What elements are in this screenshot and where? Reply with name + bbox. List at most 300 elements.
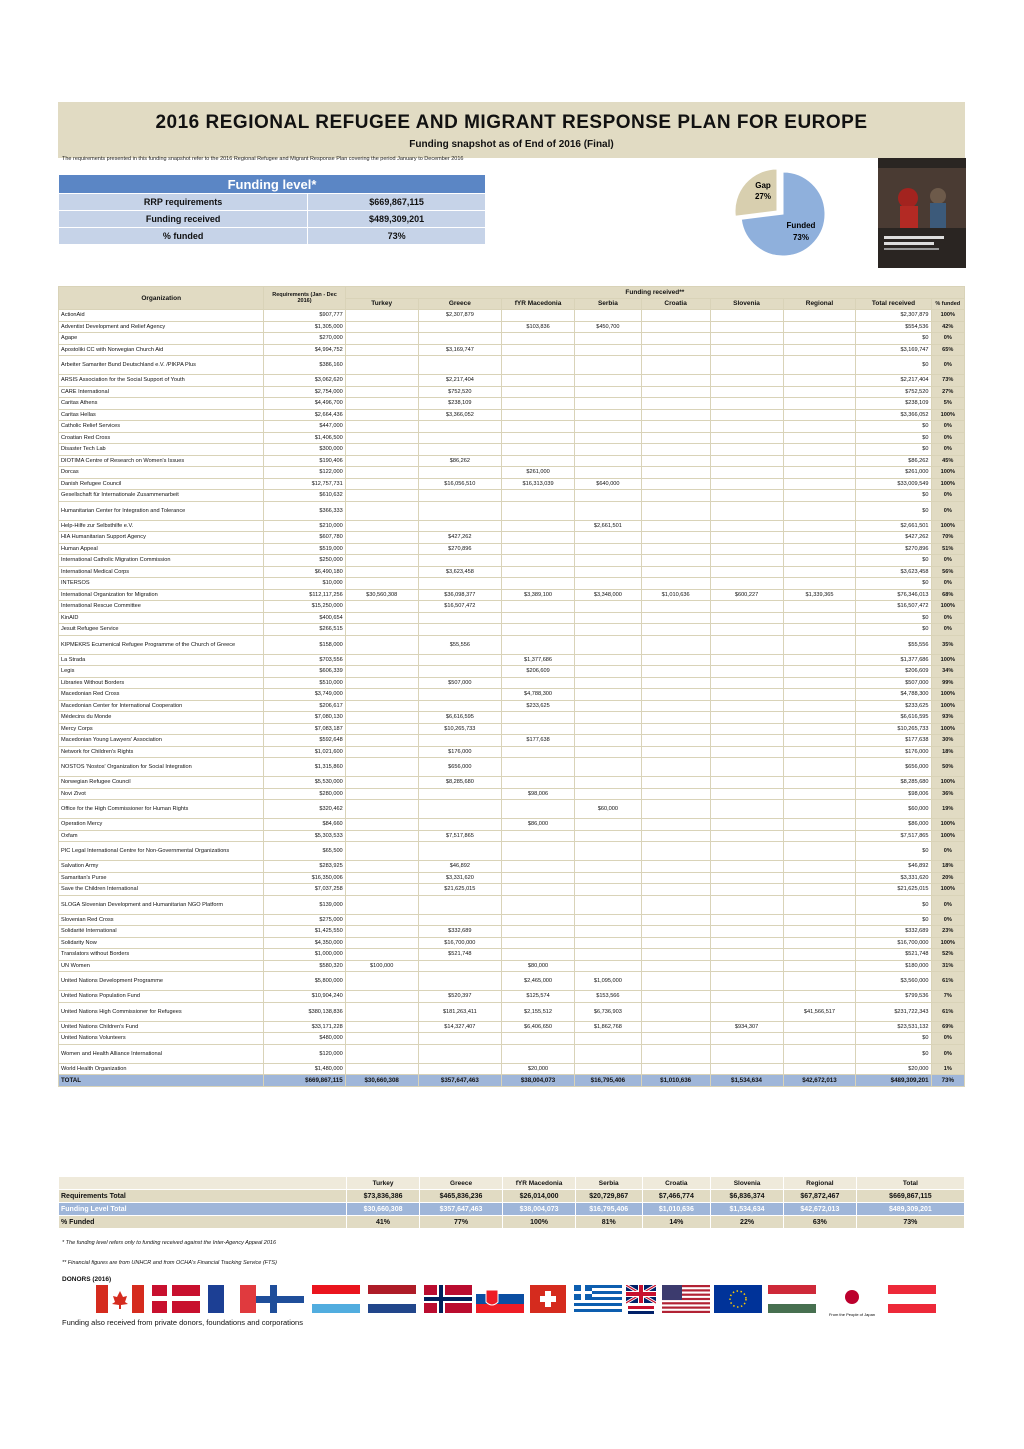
total-received-cell: $332,689	[856, 926, 931, 938]
funding-cell	[710, 543, 783, 555]
summary-country-header: Total	[856, 1177, 964, 1190]
funding-cell	[641, 635, 710, 654]
funding-cell	[345, 872, 418, 884]
funding-cell	[418, 501, 501, 520]
table-row	[59, 612, 965, 624]
funding-cell	[710, 949, 783, 961]
organization-cell: INTERSOS	[59, 578, 264, 590]
percent-funded-cell: 73%	[931, 375, 964, 387]
percent-funded-cell: 1%	[931, 1063, 964, 1075]
funding-cell	[345, 1021, 418, 1033]
requirements-cell: $907,777	[264, 310, 345, 322]
funding-cell	[710, 1044, 783, 1063]
funding-table	[58, 286, 965, 1087]
table-row	[59, 478, 965, 490]
summary-value-cell: $73,836,386	[347, 1190, 420, 1203]
funding-cell: $86,000	[502, 819, 575, 831]
summary-value-cell: $38,004,073	[503, 1203, 576, 1216]
percent-funded-cell: 0%	[931, 421, 964, 433]
funding-cell	[783, 723, 856, 735]
funding-cell	[345, 654, 418, 666]
funding-cell	[502, 895, 575, 914]
table-row	[59, 689, 965, 701]
funding-cell	[710, 758, 783, 777]
organization-cell: Help-Hilfe zur Selbsthilfe e.V.	[59, 520, 264, 532]
funding-cell	[418, 735, 501, 747]
donors-label: DONORS (2016)	[62, 1276, 112, 1283]
percent-funded-cell: 50%	[931, 758, 964, 777]
percent-funded-cell: 0%	[931, 555, 964, 567]
funding-cell	[783, 677, 856, 689]
total-received-cell: $1,377,686	[856, 654, 931, 666]
funding-cell	[345, 689, 418, 701]
funding-cell	[575, 723, 642, 735]
requirements-cell: $210,000	[264, 520, 345, 532]
summary-value-cell: $67,872,467	[783, 1190, 856, 1203]
funding-cell	[783, 712, 856, 724]
requirements-cell: $1,000,000	[264, 949, 345, 961]
funding-cell	[345, 723, 418, 735]
pie-funded-label: Funded	[786, 221, 816, 230]
funding-cell	[641, 478, 710, 490]
funding-cell	[418, 321, 501, 333]
total-received-cell: $0	[856, 501, 931, 520]
table-row	[59, 1044, 965, 1063]
percent-funded-cell: 100%	[931, 478, 964, 490]
summary-value-cell: $42,672,013	[783, 1203, 856, 1216]
funding-cell	[783, 758, 856, 777]
percent-funded-cell: 100%	[931, 777, 964, 789]
table-row	[59, 1063, 965, 1075]
summary-value-cell: $7,466,774	[642, 1190, 711, 1203]
funding-cell	[641, 960, 710, 972]
requirements-cell: $300,000	[264, 444, 345, 456]
funding-cell	[783, 356, 856, 375]
total-received-cell: $507,000	[856, 677, 931, 689]
organization-cell: Novi Zivot	[59, 788, 264, 800]
requirements-cell: $1,406,500	[264, 432, 345, 444]
summary-value-cell: 14%	[642, 1216, 711, 1229]
funding-cell	[345, 386, 418, 398]
funding-cell	[345, 520, 418, 532]
percent-funded-cell: 23%	[931, 926, 964, 938]
requirements-cell: $5,800,000	[264, 972, 345, 991]
funding-cell	[783, 490, 856, 502]
funding-received-label: Funding received	[59, 211, 308, 228]
funding-cell	[575, 949, 642, 961]
funding-cell	[783, 375, 856, 387]
funding-cell	[575, 960, 642, 972]
funding-cell	[783, 991, 856, 1003]
organization-cell: Women and Health Alliance International	[59, 1044, 264, 1063]
funding-cell	[783, 386, 856, 398]
funding-cell	[641, 1044, 710, 1063]
organization-cell: La Strada	[59, 654, 264, 666]
funding-cell	[575, 467, 642, 479]
funding-cell: $3,169,747	[418, 344, 501, 356]
funding-cell	[345, 432, 418, 444]
funding-cell: $450,700	[575, 321, 642, 333]
percent-funded-cell: 93%	[931, 712, 964, 724]
total-funding-cell: $42,672,013	[783, 1075, 856, 1087]
funding-cell	[641, 800, 710, 819]
requirements-cell: $139,000	[264, 895, 345, 914]
requirements-cell: $366,333	[264, 501, 345, 520]
funding-cell	[345, 635, 418, 654]
funding-cell	[641, 788, 710, 800]
percent-funded-cell: 0%	[931, 444, 964, 456]
intro-note: The requirements presented in this funding snapshot refer to the 2016 Regional Refugee and Migrant Response Plan covering the period January to December 2016	[62, 156, 464, 162]
funding-cell	[710, 972, 783, 991]
percent-funded-cell: 51%	[931, 543, 964, 555]
funding-cell	[345, 700, 418, 712]
funding-cell	[641, 444, 710, 456]
funding-cell: $125,574	[502, 991, 575, 1003]
percent-funded-cell: 100%	[931, 409, 964, 421]
funding-cell	[575, 712, 642, 724]
funding-cell	[575, 344, 642, 356]
requirements-cell: $380,138,836	[264, 1002, 345, 1021]
funding-cell	[575, 700, 642, 712]
funding-cell	[710, 310, 783, 322]
summary-value-cell: $30,660,308	[347, 1203, 420, 1216]
funding-cell	[575, 819, 642, 831]
funding-cell	[783, 467, 856, 479]
funding-cell	[502, 800, 575, 819]
funding-cell	[418, 689, 501, 701]
percent-funded-cell: 65%	[931, 344, 964, 356]
table-row	[59, 800, 965, 819]
requirements-cell: $275,000	[264, 914, 345, 926]
funding-cell	[710, 872, 783, 884]
funding-cell	[783, 344, 856, 356]
table-row	[59, 884, 965, 896]
table-row	[59, 1002, 965, 1021]
percent-funded-cell: 7%	[931, 991, 964, 1003]
flag-norway-icon	[424, 1285, 472, 1313]
funding-cell	[575, 421, 642, 433]
requirements-cell: $4,496,700	[264, 398, 345, 410]
funding-cell	[710, 555, 783, 567]
funding-cell	[783, 960, 856, 972]
organization-cell: Adventist Development and Relief Agency	[59, 321, 264, 333]
private-donors-note: Funding also received from private donors, foundations and corporations	[62, 1318, 303, 1327]
funding-cell	[345, 861, 418, 873]
table-row	[59, 409, 965, 421]
funding-cell: $60,000	[575, 800, 642, 819]
total-received-cell: $177,638	[856, 735, 931, 747]
total-received-cell: $206,609	[856, 666, 931, 678]
table-row	[59, 398, 965, 410]
table-row	[59, 991, 965, 1003]
funding-cell	[345, 666, 418, 678]
funding-cell	[783, 1063, 856, 1075]
funding-cell	[575, 543, 642, 555]
percent-funded-cell: 27%	[931, 386, 964, 398]
requirements-cell: $4,994,752	[264, 344, 345, 356]
percent-funded-cell: 0%	[931, 914, 964, 926]
requirements-cell: $1,480,000	[264, 1063, 345, 1075]
funding-cell	[641, 1021, 710, 1033]
requirements-cell: $606,339	[264, 666, 345, 678]
table-row	[59, 842, 965, 861]
funding-cell	[710, 478, 783, 490]
funding-cell	[502, 555, 575, 567]
organization-cell: Network for Children's Rights	[59, 746, 264, 758]
percent-funded-cell: 99%	[931, 677, 964, 689]
requirements-cell: $592,648	[264, 735, 345, 747]
funding-cell: $55,556	[418, 635, 501, 654]
funding-cell	[783, 746, 856, 758]
funding-cell	[641, 819, 710, 831]
japan-aid-caption: From the People of Japan	[828, 1312, 876, 1317]
funding-cell	[783, 501, 856, 520]
funding-level-box	[58, 174, 486, 245]
total-funding-cell: $30,660,308	[345, 1075, 418, 1087]
organization-cell: Oxfam	[59, 830, 264, 842]
requirements-cell: $270,000	[264, 333, 345, 345]
funding-cell: $1,862,768	[575, 1021, 642, 1033]
summary-value-cell: 100%	[503, 1216, 576, 1229]
funding-cell	[502, 543, 575, 555]
pie-gap-pct: 27%	[754, 192, 772, 201]
total-funding-cell: $357,647,463	[418, 1075, 501, 1087]
funding-cell	[345, 972, 418, 991]
funding-cell	[641, 624, 710, 636]
summary-country-header: Serbia	[575, 1177, 642, 1190]
percent-funded-cell: 18%	[931, 746, 964, 758]
funding-cell	[710, 666, 783, 678]
funding-cell: $640,000	[575, 478, 642, 490]
total-received-cell: $0	[856, 895, 931, 914]
funding-cell	[575, 777, 642, 789]
organization-cell: United Nations Children's Fund	[59, 1021, 264, 1033]
percent-funded-cell: 0%	[931, 333, 964, 345]
organization-cell: United Nations High Commissioner for Refugees	[59, 1002, 264, 1021]
funding-cell	[783, 830, 856, 842]
summary-header-row	[59, 1177, 965, 1190]
total-label-cell: TOTAL	[59, 1075, 264, 1087]
table-row	[59, 895, 965, 914]
requirements-cell: $266,515	[264, 624, 345, 636]
organization-cell: International Rescue Committee	[59, 601, 264, 613]
funding-level-header: Funding level*	[59, 175, 486, 194]
funding-cell	[641, 321, 710, 333]
funding-cell	[783, 532, 856, 544]
pie-gap-label: Gap	[755, 181, 771, 190]
rrp-requirements-label: RRP requirements	[59, 194, 308, 211]
funding-cell: $1,377,686	[502, 654, 575, 666]
summary-value-cell: $489,309,201	[856, 1203, 964, 1216]
funding-cell	[345, 788, 418, 800]
table-row	[59, 344, 965, 356]
summary-country-header: fYR Macedonia	[503, 1177, 576, 1190]
funding-cell	[641, 333, 710, 345]
percent-funded-cell: 100%	[931, 601, 964, 613]
funding-cell	[345, 455, 418, 467]
flag-greece-icon	[574, 1285, 622, 1313]
funding-cell: $2,661,501	[575, 520, 642, 532]
summary-country-header: Regional	[783, 1177, 856, 1190]
funding-cell	[345, 467, 418, 479]
table-row	[59, 1021, 965, 1033]
total-received-cell: $3,623,458	[856, 566, 931, 578]
funding-cell: $3,366,052	[418, 409, 501, 421]
organization-cell: Mercy Corps	[59, 723, 264, 735]
funding-cell	[575, 746, 642, 758]
requirements-cell: $12,757,731	[264, 478, 345, 490]
funding-cell	[345, 578, 418, 590]
funding-cell: $2,307,879	[418, 310, 501, 322]
funding-cell	[345, 842, 418, 861]
funding-cell	[710, 601, 783, 613]
funding-cell	[418, 895, 501, 914]
total-received-cell: $7,517,865	[856, 830, 931, 842]
requirements-cell: $1,021,600	[264, 746, 345, 758]
funding-cell	[783, 432, 856, 444]
funding-cell	[575, 310, 642, 322]
funding-cell: $21,625,015	[418, 884, 501, 896]
total-received-cell: $2,217,404	[856, 375, 931, 387]
funding-cell	[710, 501, 783, 520]
percent-funded-cell: 45%	[931, 455, 964, 467]
funding-cell	[783, 1021, 856, 1033]
funding-cell	[641, 723, 710, 735]
percent-funded-cell: 36%	[931, 788, 964, 800]
percent-funded-cell: 30%	[931, 735, 964, 747]
funding-cell	[710, 344, 783, 356]
total-received-cell: $261,000	[856, 467, 931, 479]
summary-value-cell: $1,010,636	[642, 1203, 711, 1216]
total-received-cell: $752,520	[856, 386, 931, 398]
funding-cell	[710, 409, 783, 421]
table-row	[59, 972, 965, 991]
organization-cell: International Catholic Migration Commission	[59, 555, 264, 567]
requirements-cell: $84,660	[264, 819, 345, 831]
organization-cell: Danish Refugee Council	[59, 478, 264, 490]
summary-row-label: % Funded	[59, 1216, 347, 1229]
percent-funded-cell: 0%	[931, 578, 964, 590]
total-received-cell: $0	[856, 421, 931, 433]
total-received-cell: $6,616,595	[856, 712, 931, 724]
funding-cell	[345, 937, 418, 949]
total-funding-cell: $38,004,073	[502, 1075, 575, 1087]
summary-table	[58, 1176, 965, 1229]
funding-cell	[783, 949, 856, 961]
percent-funded-cell: 35%	[931, 635, 964, 654]
organization-cell: Libraries Without Borders	[59, 677, 264, 689]
percent-funded-cell: 56%	[931, 566, 964, 578]
funding-cell	[502, 375, 575, 387]
funding-cell	[418, 624, 501, 636]
table-row	[59, 532, 965, 544]
table-row	[59, 520, 965, 532]
funding-cell	[575, 1033, 642, 1045]
total-received-cell: $270,896	[856, 543, 931, 555]
funding-cell	[641, 926, 710, 938]
funding-cell	[783, 520, 856, 532]
organization-cell: ActionAid	[59, 310, 264, 322]
funding-cell	[345, 758, 418, 777]
flag-slovakia-icon	[476, 1285, 524, 1313]
requirements-cell: $6,490,180	[264, 566, 345, 578]
funding-cell	[418, 555, 501, 567]
funding-cell	[418, 520, 501, 532]
funding-cell	[502, 333, 575, 345]
funding-cell	[710, 689, 783, 701]
funding-cell	[345, 819, 418, 831]
funding-cell	[783, 1033, 856, 1045]
report-cover-image	[878, 158, 966, 268]
funding-cell	[345, 478, 418, 490]
requirements-cell: $3,749,000	[264, 689, 345, 701]
funding-cell	[641, 612, 710, 624]
funding-cell	[575, 861, 642, 873]
requirements-cell: $10,000	[264, 578, 345, 590]
funding-cell	[641, 991, 710, 1003]
requirements-cell: $2,664,436	[264, 409, 345, 421]
funding-cell	[710, 520, 783, 532]
funding-cell	[783, 421, 856, 433]
total-funding-cell: $1,534,634	[710, 1075, 783, 1087]
funding-cell	[575, 635, 642, 654]
total-received-cell: $3,560,000	[856, 972, 931, 991]
funding-cell	[345, 949, 418, 961]
flag-hungary-icon	[768, 1285, 816, 1313]
percent-funded-cell: 61%	[931, 1002, 964, 1021]
col-header-turkey: Turkey	[345, 298, 418, 310]
total-received-cell: $2,307,879	[856, 310, 931, 322]
funding-cell	[641, 895, 710, 914]
funding-cell	[502, 635, 575, 654]
funding-cell	[345, 1063, 418, 1075]
funding-cell	[575, 654, 642, 666]
total-received-cell: $0	[856, 624, 931, 636]
percent-funded-cell: 0%	[931, 612, 964, 624]
funding-cell: $16,313,039	[502, 478, 575, 490]
percent-funded-cell: 31%	[931, 960, 964, 972]
total-received-cell: $3,366,052	[856, 409, 931, 421]
requirements-cell: $15,250,000	[264, 601, 345, 613]
requirements-cell: $1,305,000	[264, 321, 345, 333]
funding-cell	[710, 624, 783, 636]
organization-cell: Macedonian Young Lawyers' Association	[59, 735, 264, 747]
funding-cell	[783, 872, 856, 884]
funding-cell: $600,227	[710, 589, 783, 601]
funding-cell	[783, 333, 856, 345]
funding-cell	[710, 321, 783, 333]
funding-cell	[575, 758, 642, 777]
funding-cell	[502, 746, 575, 758]
funding-cell	[502, 310, 575, 322]
funding-cell	[575, 356, 642, 375]
funding-cell	[418, 914, 501, 926]
percent-funded-cell: 0%	[931, 356, 964, 375]
funding-cell	[575, 333, 642, 345]
funding-cell	[418, 467, 501, 479]
funding-cell	[783, 842, 856, 861]
funding-cell	[418, 578, 501, 590]
funding-cell	[418, 1063, 501, 1075]
percent-funded-cell: 100%	[931, 654, 964, 666]
funding-cell	[345, 624, 418, 636]
funding-cell: $98,006	[502, 788, 575, 800]
funding-cell: $1,339,365	[783, 589, 856, 601]
funding-cell	[783, 884, 856, 896]
funding-cell	[710, 735, 783, 747]
total-received-cell: $10,265,733	[856, 723, 931, 735]
funding-cell	[783, 578, 856, 590]
